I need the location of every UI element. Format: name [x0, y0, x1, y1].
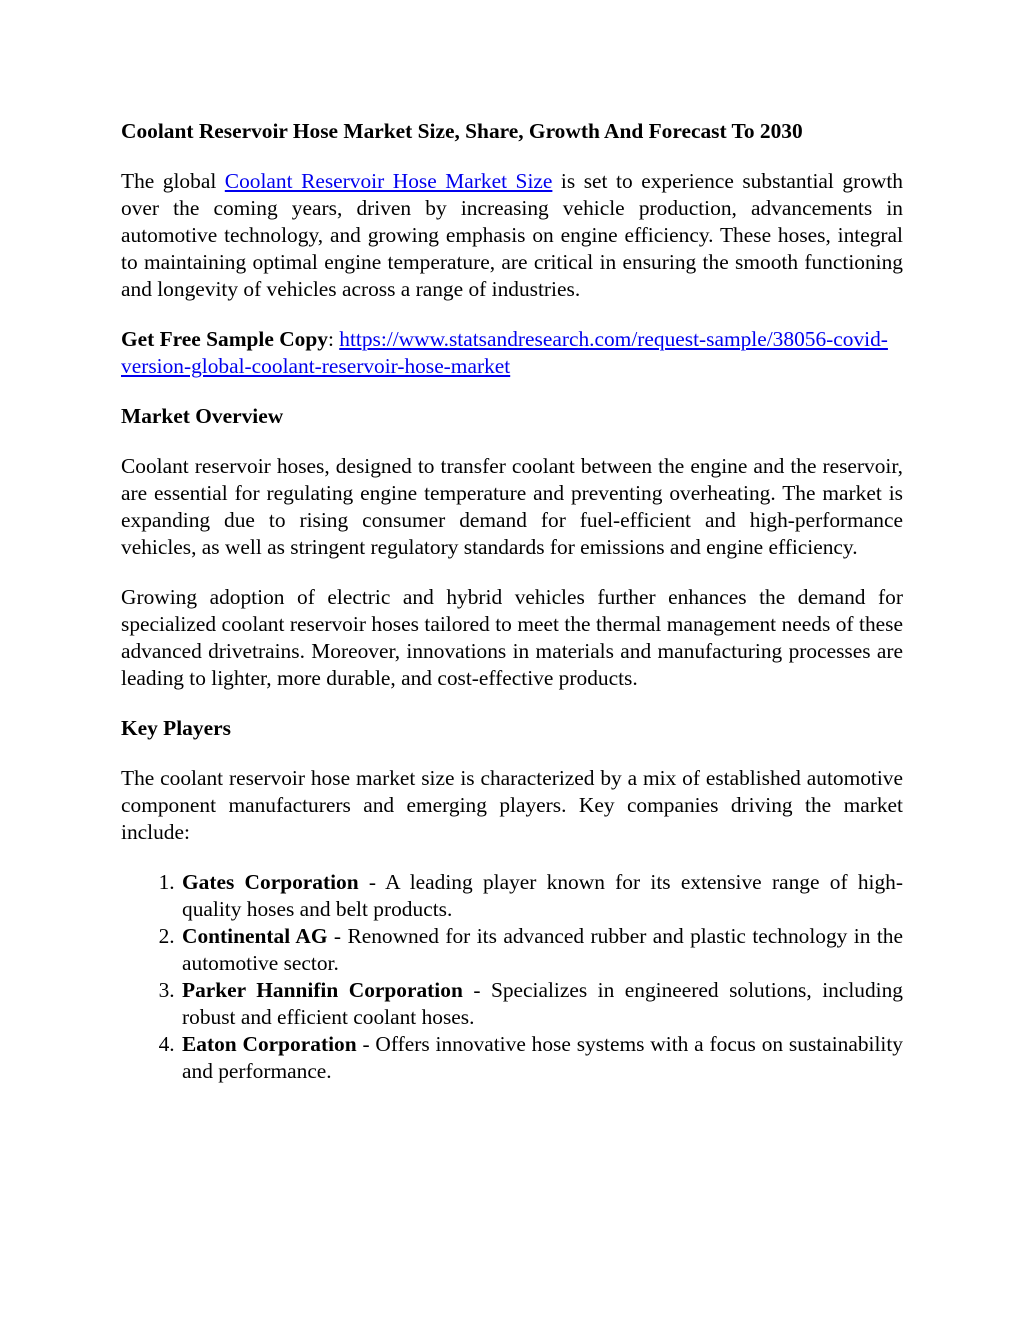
player-description: - Specializes in engineered solutions, including robust and efficient coolant hoses.	[182, 978, 903, 1029]
key-players-heading: Key Players	[121, 716, 231, 740]
list-item	[180, 869, 903, 923]
sample-copy-label: Get Free Sample Copy	[121, 327, 328, 351]
sample-copy-paragraph	[121, 326, 903, 380]
document-page	[121, 118, 903, 1085]
player-description: - Renowned for its advanced rubber and plastic technology in the automotive sector.	[182, 924, 903, 975]
sample-copy-section	[121, 326, 903, 380]
sample-copy-separator: :	[327, 327, 340, 351]
player-name: Gates Corporation	[182, 870, 359, 894]
intro-paragraph	[121, 168, 903, 303]
intro-text-before: The global	[121, 169, 225, 193]
document-title: Coolant Reservoir Hose Market Size, Share, Growth And Forecast To 2030	[121, 119, 803, 143]
list-item	[180, 923, 903, 977]
market-overview-heading: Market Overview	[121, 404, 284, 428]
list-item	[180, 1031, 903, 1085]
key-players-list	[121, 869, 903, 1085]
player-description: - Offers innovative hose systems with a focus on sustainability and performance.	[182, 1032, 903, 1083]
player-name: Eaton Corporation	[182, 1032, 357, 1056]
sample-copy-link[interactable]: https://www.statsandresearch.com/request-sample/38056-covid-version-global-coolant-reservoir-hose-market	[121, 327, 888, 378]
key-players-intro: The coolant reservoir hose market size is characterized by a mix of established automotive component manufacturers and emerging players. Key companies driving the market include:	[121, 766, 903, 844]
player-name: Parker Hannifin Corporation	[182, 978, 463, 1002]
overview-paragraph-1: Coolant reservoir hoses, designed to transfer coolant between the engine and the reservoir, are essential for regulating engine temperature and preventing overheating. The market is expanding due to rising consumer demand for fuel-efficient and high-performance vehicles, as well as stringent regulatory standards for emissions and engine efficiency.	[121, 454, 903, 559]
market-size-link[interactable]: Coolant Reservoir Hose Market Size	[224, 169, 553, 193]
player-name: Continental AG	[182, 924, 328, 948]
player-description: - A leading player known for its extensive range of high-quality hoses and belt products.	[182, 870, 903, 921]
overview-paragraph-2: Growing adoption of electric and hybrid vehicles further enhances the demand for specialized coolant reservoir hoses tailored to meet the thermal management needs of these advanced drivetrains. Moreover, innovations in materials and manufacturing processes are leading to lighter, more durable, and cost-effective products.	[121, 585, 903, 690]
intro-text-after: is set to experience substantial growth over the coming years, driven by increasing vehicle production, advancements in automotive technology, and growing emphasis on engine efficiency. These hoses, integral to maintaining optimal engine temperature, are critical in ensuring the smooth functioning and longevity of vehicles across a range of industries.	[121, 169, 903, 301]
list-item	[180, 977, 903, 1031]
